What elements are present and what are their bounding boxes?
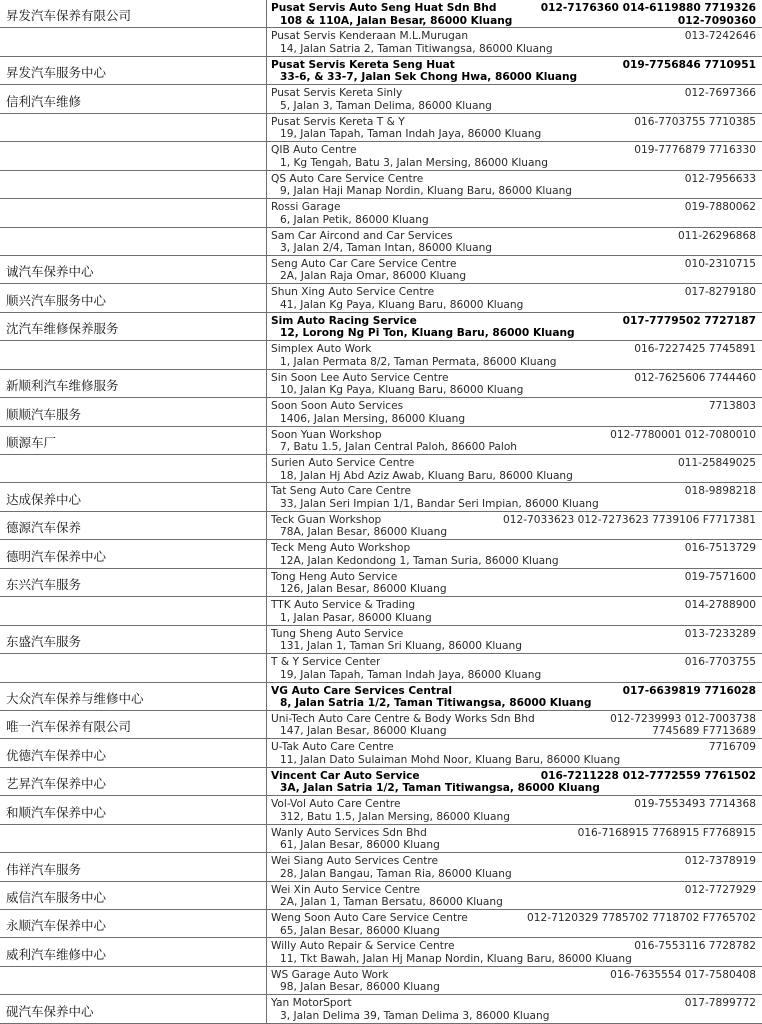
phone-numbers: 012-7239993 012-7003738: [610, 712, 756, 725]
phone-numbers: 014-2788900: [684, 599, 756, 612]
phone-numbers: 019-7553493 7714368: [634, 798, 756, 811]
directory-entry: [0, 938, 762, 966]
entry-details: [271, 713, 756, 738]
chinese-name: 唯一汽车保养有限公司: [6, 719, 132, 735]
directory-entry: [0, 654, 762, 682]
chinese-name: 威利汽车维修中心: [6, 946, 107, 962]
address: 8, Jalan Satria 1/2, Taman Titiwangsa, 86000 Kluang: [280, 697, 592, 709]
chinese-name: 达成保养中心: [6, 491, 82, 507]
directory-entry: [0, 85, 762, 113]
chinese-name: 艺昇汽车保养中心: [6, 776, 107, 792]
business-name: Rossi Garage: [271, 201, 341, 214]
business-name: Weng Soon Auto Care Service Centre: [271, 912, 468, 924]
phone-numbers: 012-7378919: [684, 855, 756, 868]
address: 1, Jalan Permata 8/2, Taman Permata, 86000 Kluang: [280, 355, 557, 368]
business-name: Pusat Servis Auto Seng Huat Sdn Bhd: [271, 2, 497, 14]
phone-numbers: 017-7899772: [684, 997, 756, 1010]
business-name: Yan MotorSport: [271, 997, 352, 1010]
address: 19, Jalan Tapah, Taman Indah Jaya, 86000 Kluang: [280, 668, 542, 681]
address: 108 & 110A, Jalan Besar, 86000 Kluang: [280, 14, 513, 27]
address: 19, Jalan Tapah, Taman Indah Jaya, 86000 Kluang: [280, 128, 542, 141]
entry-details: [271, 770, 756, 795]
directory-entry: [0, 370, 762, 398]
business-name: Vincent Car Auto Service: [271, 769, 420, 782]
directory-entry: [0, 171, 762, 199]
directory-entry: [0, 711, 762, 739]
phone-numbers: 012-7625606 7744460: [634, 371, 756, 384]
entry-details: [271, 542, 756, 567]
phone-numbers: 016-7553116 7728782: [634, 940, 756, 953]
chinese-name: 东盛汽车服务: [6, 634, 82, 650]
business-name: U-Tak Auto Care Centre: [271, 741, 394, 754]
phone-numbers: 016-7703755: [684, 656, 756, 669]
phone-numbers: 019-7776879 7716330: [634, 144, 756, 157]
business-name: Seng Auto Car Care Service Centre: [271, 257, 457, 270]
business-name: QIB Auto Centre: [271, 144, 357, 157]
address: 1406, Jalan Mersing, 86000 Kluang: [280, 412, 466, 425]
phone-numbers: 012-7033623 012-7273623 7739106 F7717381: [502, 513, 756, 526]
entry-details: [271, 656, 756, 681]
phone-numbers: 017-7779502 7727187: [622, 314, 756, 327]
directory-entry: [0, 569, 762, 597]
directory-entry: [0, 825, 762, 853]
business-name: Pusat Servis Kereta Sinly: [271, 87, 403, 100]
directory-entry: [0, 540, 762, 568]
phone-numbers: 012-7120329 7785702 7718702 F7765702: [527, 912, 756, 924]
entry-details: [271, 400, 756, 425]
chinese-name: 和顺汽车保养中心: [6, 804, 107, 820]
entry-details: [271, 59, 756, 84]
address: 98, Jalan Besar, 86000 Kluang: [280, 981, 440, 994]
entry-details: [271, 116, 756, 141]
phone-numbers: 012-7956633: [684, 172, 756, 185]
business-name: Pusat Servis Kereta T & Y: [271, 115, 405, 128]
extra-phone-numbers: 7745689 F7713689: [652, 725, 756, 738]
business-name: Tat Seng Auto Care Centre: [271, 485, 412, 498]
address: 18, Jalan Hj Abd Aziz Awab, Kluang Baru, 86000 Kluang: [280, 469, 573, 482]
extra-phone-numbers: 012-7090360: [677, 14, 756, 27]
business-name: Tong Heng Auto Service: [271, 570, 398, 583]
entry-details: [271, 997, 756, 1022]
phone-numbers: 7713803: [708, 400, 756, 413]
chinese-name: 沈汽车维修保养服务: [6, 321, 119, 337]
directory-entry: [0, 228, 762, 256]
entry-details: [271, 87, 756, 112]
chinese-name: 优德汽车保养中心: [6, 747, 107, 763]
entry-details: [271, 940, 756, 965]
phone-numbers: 012-7727929: [684, 883, 756, 896]
entry-details: [271, 599, 756, 624]
chinese-name: 昇发汽车保养有限公司: [6, 8, 132, 24]
entry-details: [271, 969, 756, 994]
directory-entry: [0, 455, 762, 483]
address: 3, Jalan Delima 39, Taman Delima 3, 86000 Kluang: [280, 1009, 550, 1022]
directory-entry: [0, 483, 762, 511]
address: 12A, Jalan Kedondong 1, Taman Suria, 86000 Kluang: [280, 554, 559, 567]
entry-details: [271, 514, 756, 539]
chinese-name: 德明汽车保养中心: [6, 548, 107, 564]
business-name: Tung Sheng Auto Service: [271, 627, 404, 640]
chinese-name: 威信汽车服务中心: [6, 890, 107, 905]
business-name: Teck Guan Workshop: [271, 513, 382, 526]
entry-details: [271, 798, 756, 823]
phone-numbers: 013-7242646: [684, 30, 756, 43]
address: 28, Jalan Bangau, Taman Ria, 86000 Kluang: [280, 867, 512, 880]
directory-entry: [0, 427, 762, 455]
business-name: Teck Meng Auto Workshop: [271, 542, 411, 555]
chinese-name: 诚汽车保养中心: [6, 264, 94, 280]
entry-details: [271, 315, 756, 340]
directory-entry: [0, 398, 762, 426]
business-name: Soon Soon Auto Services: [271, 400, 404, 413]
directory-entry: [0, 683, 762, 711]
directory-entry: [0, 313, 762, 341]
chinese-name: 大众汽车保养与维修中心: [6, 690, 144, 706]
business-name: Shun Xing Auto Service Centre: [271, 286, 435, 299]
chinese-name: 东兴汽车服务: [6, 577, 82, 593]
address: 33, Jalan Seri Impian 1/1, Bandar Seri Impian, 86000 Kluang: [280, 497, 599, 510]
address: 1, Kg Tengah, Batu 3, Jalan Mersing, 86000 Kluang: [280, 156, 548, 169]
chinese-name: 昇发汽车服务中心: [6, 65, 107, 81]
address: 7, Batu 1.5, Jalan Central Paloh, 86600 Paloh: [280, 441, 518, 454]
phone-numbers: 016-7635554 017-7580408: [610, 968, 756, 981]
business-name: Uni-Tech Auto Care Centre & Body Works Sdn Bhd: [271, 712, 535, 725]
address: 147, Jalan Besar, 86000 Kluang: [280, 725, 447, 738]
directory-entry: [0, 284, 762, 312]
business-name: Sin Soon Lee Auto Service Centre: [271, 371, 449, 384]
address: 6, Jalan Petik, 86000 Kluang: [280, 213, 429, 226]
entry-details: [271, 2, 756, 27]
entry-details: [271, 144, 756, 169]
phone-numbers: 012-7176360 014-6119880 7719326: [540, 2, 756, 14]
entry-details: [271, 286, 756, 311]
directory-entry: [0, 853, 762, 881]
directory-entry: [0, 796, 762, 824]
phone-numbers: 016-7513729: [684, 542, 756, 555]
business-name: Wei Xin Auto Service Centre: [271, 883, 420, 896]
phone-numbers: 019-7880062: [684, 201, 756, 214]
business-name: Simplex Auto Work: [271, 343, 372, 356]
address: 5, Jalan 3, Taman Delima, 86000 Kluang: [280, 99, 492, 112]
entry-details: [271, 457, 756, 482]
directory-entry: [0, 512, 762, 540]
business-name: Sim Auto Racing Service: [271, 314, 417, 327]
chinese-name: 伟祥汽车服务: [6, 861, 82, 877]
directory-entry: [0, 768, 762, 796]
directory-entry: [0, 597, 762, 625]
entry-details: [271, 429, 756, 454]
address: 61, Jalan Besar, 86000 Kluang: [280, 839, 440, 852]
entry-details: [271, 372, 756, 397]
business-name: VG Auto Care Services Central: [271, 684, 452, 697]
entry-details: [271, 173, 756, 198]
phone-numbers: 013-7233289: [684, 627, 756, 640]
address: 41, Jalan Kg Paya, Kluang Baru, 86000 Kluang: [280, 298, 524, 311]
address: 9, Jalan Haji Manap Nordin, Kluang Baru, 86000 Kluang: [280, 185, 573, 198]
business-name: Wanly Auto Services Sdn Bhd: [271, 826, 427, 839]
phone-numbers: 019-7571600: [684, 570, 756, 583]
phone-numbers: 011-25849025: [678, 457, 756, 469]
address: 2A, Jalan 1, Taman Bersatu, 86000 Kluang: [280, 896, 503, 909]
directory-entry: [0, 57, 762, 85]
directory-entry: [0, 341, 762, 369]
directory-entry: [0, 995, 762, 1023]
phone-numbers: 010-2310715: [684, 257, 756, 270]
directory-entry: [0, 882, 762, 910]
business-name: Pusat Servis Kereta Seng Huat: [271, 58, 455, 71]
business-name: QS Auto Care Service Centre: [271, 172, 424, 185]
address: 131, Jalan 1, Taman Sri Kluang, 86000 Kluang: [280, 640, 522, 653]
directory-entry: [0, 28, 762, 56]
address: 78A, Jalan Besar, 86000 Kluang: [280, 526, 448, 539]
address: 126, Jalan Besar, 86000 Kluang: [280, 583, 447, 596]
entry-details: [271, 258, 756, 283]
business-name: Wei Siang Auto Services Centre: [271, 855, 439, 868]
entry-details: [271, 912, 756, 937]
business-name: Sam Car Aircond and Car Services: [271, 229, 453, 242]
address: 3, Jalan 2/4, Taman Intan, 86000 Kluang: [280, 242, 493, 254]
address: 11, Jalan Dato Sulaiman Mohd Noor, Kluang Baru, 86000 Kluang: [280, 753, 621, 766]
directory-entry: [0, 256, 762, 284]
entry-details: [271, 230, 756, 255]
phone-numbers: 7716709: [708, 741, 756, 754]
entry-details: [271, 827, 756, 852]
phone-numbers: 016-7703755 7710385: [634, 115, 756, 128]
phone-numbers: 016-7211228 012-7772559 7761502: [540, 769, 756, 782]
phone-numbers: 018-9898218: [684, 485, 756, 498]
address: 3A, Jalan Satria 1/2, Taman Titiwangsa, 86000 Kluang: [280, 782, 600, 795]
business-name: Willy Auto Repair & Service Centre: [271, 940, 455, 953]
entry-details: [271, 201, 756, 226]
chinese-name: 信利汽车维修: [6, 93, 82, 109]
entry-details: [271, 30, 756, 55]
chinese-name: 顺源车厂: [6, 435, 57, 450]
address: 14, Jalan Satria 2, Taman Titiwangsa, 86000 Kluang: [280, 42, 553, 55]
directory-entry: [0, 626, 762, 654]
directory-entry: [0, 910, 762, 938]
entry-details: [271, 741, 756, 766]
entry-details: [271, 628, 756, 653]
address: 2A, Jalan Raja Omar, 86000 Kluang: [280, 270, 467, 283]
business-name: Surien Auto Service Centre: [271, 457, 415, 469]
business-name: WS Garage Auto Work: [271, 968, 389, 981]
phone-numbers: 016-7168915 7768915 F7768915: [577, 826, 756, 839]
chinese-name: 新顺利汽车维修服务: [6, 378, 119, 394]
phone-numbers: 011-26296868: [678, 229, 756, 242]
phone-numbers: 012-7780001 012-7080010: [610, 428, 756, 441]
business-name: Soon Yuan Workshop: [271, 428, 382, 441]
directory-entry: [0, 114, 762, 142]
entry-details: [271, 571, 756, 596]
address: 1, Jalan Pasar, 86000 Kluang: [280, 611, 432, 624]
chinese-name: 顺顺汽车服务: [6, 406, 82, 422]
phone-numbers: 017-6639819 7716028: [622, 684, 756, 697]
directory-entry: [0, 199, 762, 227]
chinese-name: 永顺汽车保养中心: [6, 918, 107, 934]
address: 312, Batu 1.5, Jalan Mersing, 86000 Kluang: [280, 810, 510, 823]
business-name: Pusat Servis Kenderaan M.L.Murugan: [271, 30, 469, 43]
entry-details: [271, 884, 756, 909]
directory-entry: [0, 142, 762, 170]
entry-details: [271, 685, 756, 710]
phone-numbers: 019-7756846 7710951: [622, 58, 756, 71]
address: 11, Tkt Bawah, Jalan Hj Manap Nordin, Kluang Baru, 86000 Kluang: [280, 952, 632, 965]
chinese-name: 顺兴汽车服务中心: [6, 292, 107, 308]
directory-entry: [0, 967, 762, 995]
address: 33-6, & 33-7, Jalan Sek Chong Hwa, 86000 Kluang: [280, 71, 578, 84]
entry-details: [271, 855, 756, 880]
chinese-name: 德源汽车保养: [6, 520, 82, 536]
address: 12, Lorong Ng Pi Ton, Kluang Baru, 86000 Kluang: [280, 327, 575, 340]
entry-details: [271, 343, 756, 368]
business-name: Vol-Vol Auto Care Centre: [271, 798, 401, 811]
phone-numbers: 017-8279180: [684, 286, 756, 299]
address: 10, Jalan Kg Paya, Kluang Baru, 86000 Kluang: [280, 384, 524, 397]
phone-numbers: 016-7227425 7745891: [634, 343, 756, 356]
business-name: T & Y Service Center: [271, 656, 381, 669]
address: 65, Jalan Besar, 86000 Kluang: [280, 924, 440, 937]
business-name: TTK Auto Service & Trading: [271, 599, 416, 612]
entry-details: [271, 485, 756, 510]
directory-entry: [0, 739, 762, 767]
chinese-name: 砚汽车保养中心: [6, 1003, 94, 1019]
directory-entry: [0, 0, 762, 28]
phone-numbers: 012-7697366: [684, 87, 756, 100]
